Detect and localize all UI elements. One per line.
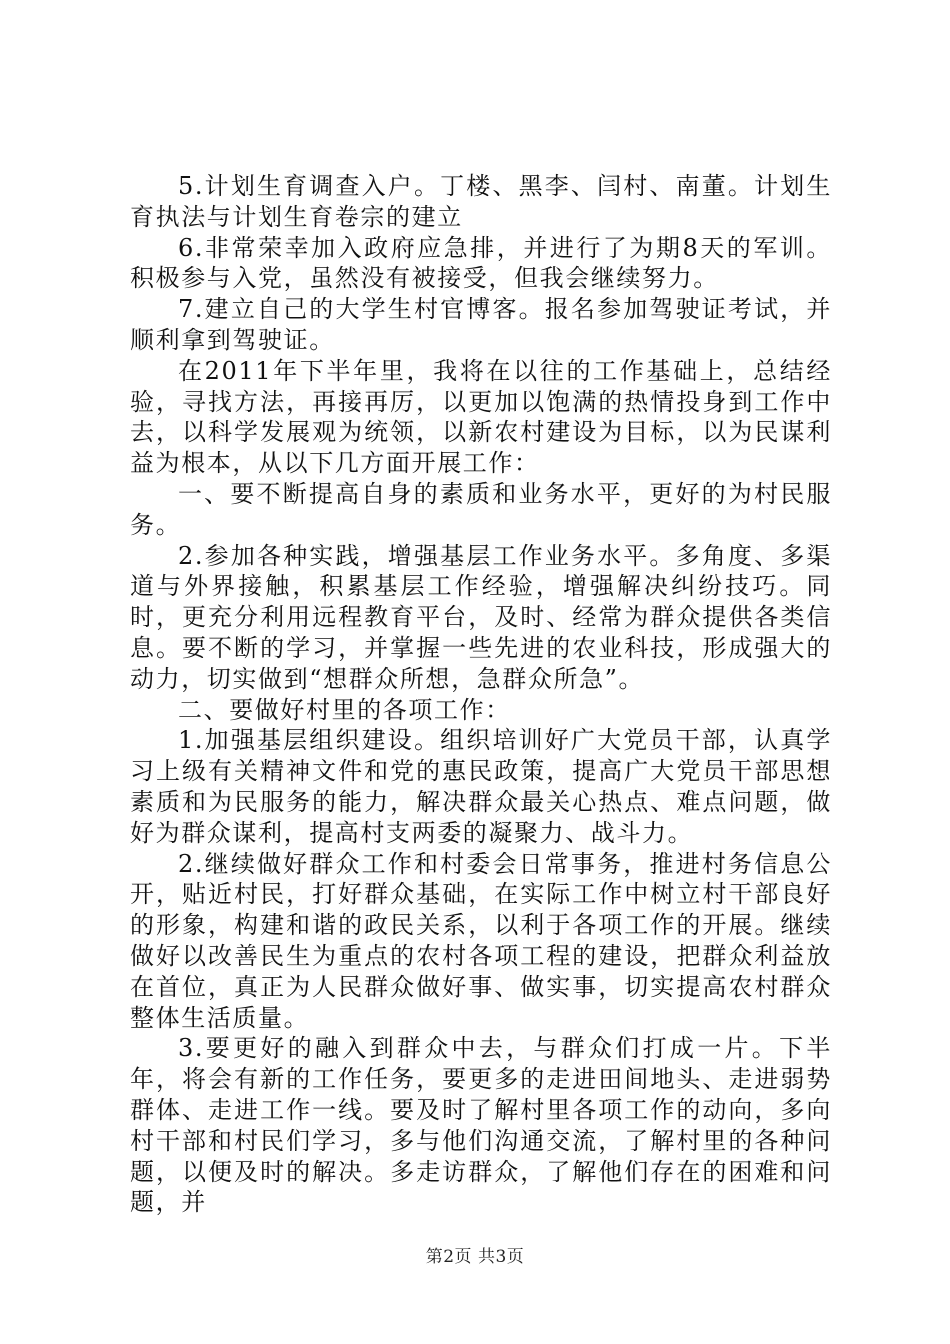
- paragraph-plan-intro: 在2011年下半年里，我将在以往的工作基础上，总结经验，寻找方法，再接再厉，以更加以饱满的热情投身到工作中去，以科学发展观为统领，以新农村建设为目标，以为民谋利益为根本，从以下几方面开展工作：: [130, 356, 832, 478]
- paragraph-section-two: 二、要做好村里的各项工作：: [178, 695, 511, 724]
- paragraph-item-6: 6.非常荣幸加入政府应急排，并进行了为期8天的军训。积极参与入党，虽然没有被接受，但我会继续努力。: [130, 233, 832, 293]
- paragraph-section-one: 一、要不断提高自身的素质和业务水平，更好的为村民服务。: [130, 479, 832, 539]
- paragraph-item-7: 7.建立自己的大学生村官博客。报名参加驾驶证考试，并顺利拿到驾驶证。: [130, 295, 832, 354]
- page-number-footer: 第2页 共3页: [425, 1247, 525, 1267]
- paragraph-practice: 2.参加各种实践，增强基层工作业务水平。多角度、多渠道与外界接触，积累基层工作经验，增强解决纠纷技巧。同时，更充分利用远程教育平台，及时、经常为群众提供各类信息。要不断的学习，并掌握一些先进的农业科技，形成强大的动力，切实做到“想群众所想，急群众所急”。: [130, 541, 832, 693]
- paragraph-item-5: 5.计划生育调查入户。丁楼、黑李、闫村、南董。计划生育执法与计划生育卷宗的建立: [130, 172, 832, 231]
- paragraph-village-affairs: 2.继续做好群众工作和村委会日常事务，推进村务信息公开，贴近村民，打好群众基础，在实际工作中树立村干部良好的形象，构建和谐的政民关系，以利于各项工作的开展。继续做好以改善民生为重点的农村各项工程的建设，把群众利益放在首位，真正为人民群众做好事、做实事，切实提高农村群众整体生活质量。: [130, 849, 832, 1032]
- paragraph-integration: 3.要更好的融入到群众中去，与群众们打成一片。下半年，将会有新的工作任务，要更多的走进田间地头、走进弱势群体、走进工作一线。要及时了解村里各项工作的动向，多向村干部和村民们学习，多与他们沟通交流，了解村里的各种问题，以便及时的解决。多走访群众，了解他们存在的困难和问题，并: [130, 1034, 832, 1217]
- document-body: [130, 171, 832, 1218]
- paragraph-organization: 1.加强基层组织建设。组织培训好广大党员干部，认真学习上级有关精神文件和党的惠民政策，提高广大党员干部思想素质和为民服务的能力，解决群众最关心热点、难点问题，做好为群众谋利，提高村支两委的凝聚力、战斗力。: [130, 726, 832, 847]
